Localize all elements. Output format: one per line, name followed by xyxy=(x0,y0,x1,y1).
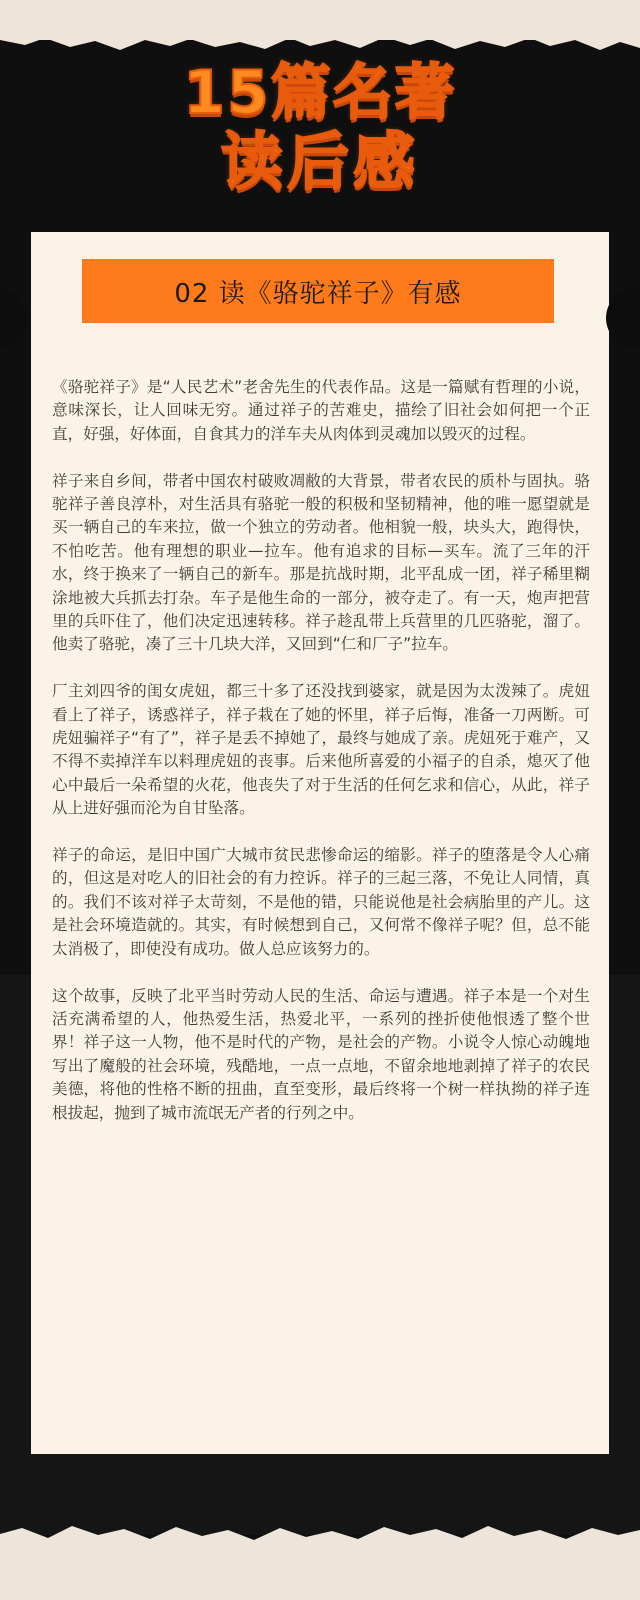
article-paragraph: 祥子来自乡间，带者中国农村破败凋敝的大背景，带者农民的质朴与固执。骆驼祥子善良淳朴，对生活具有骆驼一般的积极和坚韧精神，他的唯一愿望就是买一辆自己的车来拉，做一个独立的劳动者。他相貌一般，块头大，跑得快，不怕吃苦。他有理想的职业—拉车。他有追求的目标—买车。流了三年的汗水，终于换来了一辆自己的新车。那是抗战时期，北平乱成一团，祥子稀里糊涂地被大兵抓去打杂。车子是他生命的一部分，被夺走了。有一天，炮声把营里的兵吓住了，他们决定迅速转移。祥子趁乱带上兵营里的几匹骆驼，溜了。他卖了骆驼，凑了三十几块大洋，又回到“仁和厂子”拉车。 xyxy=(52,471,590,654)
section-banner-label: 02 读《骆驼祥子》有感 xyxy=(174,278,462,309)
article-paragraph: 厂主刘四爷的闺女虎妞，都三十多了还没找到婆家，就是因为太泼辣了。虎妞看上了祥子，诱惑祥子，祥子栽在了她的怀里，祥子后悔，准备一刀两断。可虎妞骗祥子“有了”，祥子是丢不掉她了，最终与她成了亲。虎妞死于难产，又不得不卖掉洋车以料理虎妞的丧事。后来他所喜爱的小福子的自杀，熄灭了他心中最后一朵希望的火花，他丧失了对于生活的任何乞求和信心，从此，祥子从上进好强而沦为自甘坠落。 xyxy=(52,682,590,818)
section-banner xyxy=(82,259,554,323)
title-line-2: 读后感 xyxy=(220,125,419,199)
torn-edge-top xyxy=(0,30,640,60)
article-paragraph: 《骆驼祥子》是“人民艺术”老舍先生的代表作品。这是一篇赋有哲理的小说，意味深长，让人回味无穷。通过祥子的苦难史，描绘了旧社会如何把一个正直，好强，好体面，自食其力的洋车夫从肉体到灵魂加以毁灭的过程。 xyxy=(52,378,590,443)
article-body xyxy=(52,376,590,1148)
article-paragraph: 祥子的命运，是旧中国广大城市贫民悲惨命运的缩影。祥子的堕落是令人心痛的，但这是对吃人的旧社会的有力控诉。祥子的三起三落，不免让人同情，真的。我们不该对祥子太苛刻，不是他的错，只能说他是社会病胎里的产儿。这是社会环境造就的。其实，有时候想到自己，又何常不像祥子呢？但，总不能太消极了，即使没有成功。做人总应该努力的。 xyxy=(52,846,590,958)
title-line-1: 15篇名著 xyxy=(183,58,457,128)
article-paragraph: 这个故事，反映了北平当时劳动人民的生活、命运与遭遇。祥子本是一个对生活充满希望的人，他热爱生活，热爱北平，一系列的挫折使他恨透了整个世界！祥子这一人物，他不是时代的产物，是社会的产物。小说令人惊心动魄地写出了魔般的社会环境，残酷地，一点一点地，不留余地地剥掉了祥子的农民美德，将他的性格不断的扭曲，直至变形，最后终将一个树一样执拗的祥子连根拔起，抛到了城市流氓无产者的行列之中。 xyxy=(52,986,590,1122)
torn-paper-bottom xyxy=(0,1520,640,1600)
poster-title xyxy=(0,60,640,197)
